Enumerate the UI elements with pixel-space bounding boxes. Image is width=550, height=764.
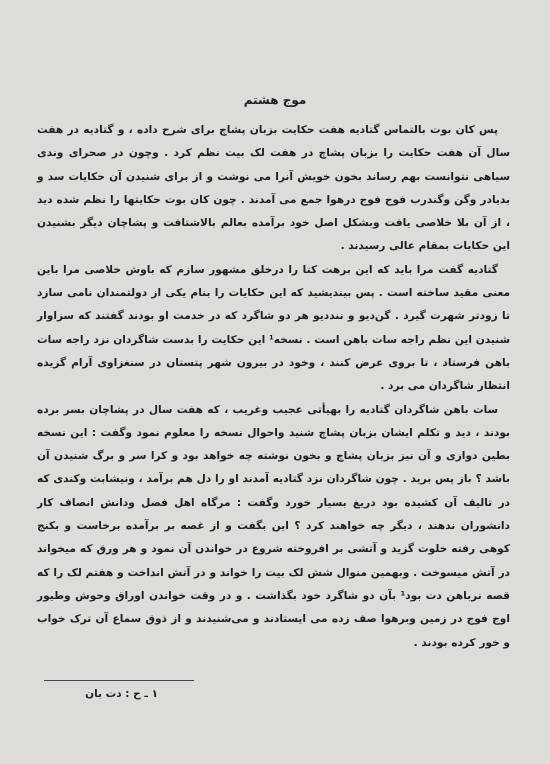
footnote-divider (44, 680, 194, 681)
paragraph-3: سات باهن شاگردان گتادیه را بهیأتی عجیب وغریب ، که هفت سال در پشاچان بسر برده بودند ، دید و تکلم ایشان بزبان پشاچ شنید واحوال نسخه را معلوم نمود وگفت : این نسخه بطین دوازی و آن نیز بزبان پشاچ و بخون نوشته چه خواهد بود و کرا سر و برگ شنیدن آن باشد ؟ باز پس برید . چون شاگردان نزد گتادیه آمدند او را دل هم برآمد ، ونیشابت وکندی که در تالیف آن کشیده بود دریغ بسیار خورد وگفت : مرگاه اهل فضل ودانش انصاف کار دانشوران ندهند ، دیگر چه خواهند کرد ؟ این بگفت و از غصه بر برآمده برخاست و بکنج کوهی رفته خلوت گزید و آتشی بر افروخته شروع در خواندن آن نمود و هر ورق که میخواند در آتش میسوخت . وبهمین منوال شش لک بیت را خواند و در آتش انداخت و هفتم لک را که قصه نرباهن دت بود¹ بآن دو شاگرد خود بگذاشت . و در وقت خواندن اوراق وحوش وطیور اوج فوج در زمین وبرهوا صف زده می ایستادند و می‌شنیدند و از ذوق سماع آن ترک خواب و خور کرده بودند . (37, 403, 510, 649)
paragraph-1: پس کان بوت بالتماس گتادیه هفت حکایت بزبان پشاچ برای شرح داده ، و گتادیه در هفت سال آن هفت حکایت را بزبان پشاچ در هفت لک بیت نظم کرد . وچون در صحرای وندی سیاهی نتوانست بهم رساند بخون خویش آنرا می نوشت و از برای شنیدن آن حکایات سد و بدیادر وگن وگندرب فوج فوج درهوا جمع می آمدند . چون کان بوت حکایتها را نظم شده دید ، از آن بلا خلاصی یافت وبشکل اصل خود برآمده بعالم بالاشتافت و پشاچان دیگر بشنیدن این حکایات بمقام عالی رسیدند . (37, 124, 510, 253)
page-title: موج هشتم (243, 93, 307, 107)
footnote: ۱ ـ ح : دت بان (85, 688, 158, 700)
paragraph-2: گتادیه گفت مرا باید که این برهت کتا را درخلق مشهور سازم که باوش خلاصی مرا باین معنی مقید ساخته است . پس بیندیشید که این حکایات را بنام یکی از دولتمندان نامی سازد تا زودتر شهرت گیرد . گن‌دیو و نندديو هر دو شاگرد که در خدمت او بودند گفتند که سزاوار شنیدن این نظم راجه سات باهن است . نسخه¹ این حکایت را بدست شاگردان نزد راجه سات باهن فرستاد ، تا بروی عرض کنند ، وخود در بیرون شهر پتستان در سنغزاوی آرام گزیده انتظار شاگردان می برد . (37, 263, 510, 393)
body-text (37, 119, 510, 655)
